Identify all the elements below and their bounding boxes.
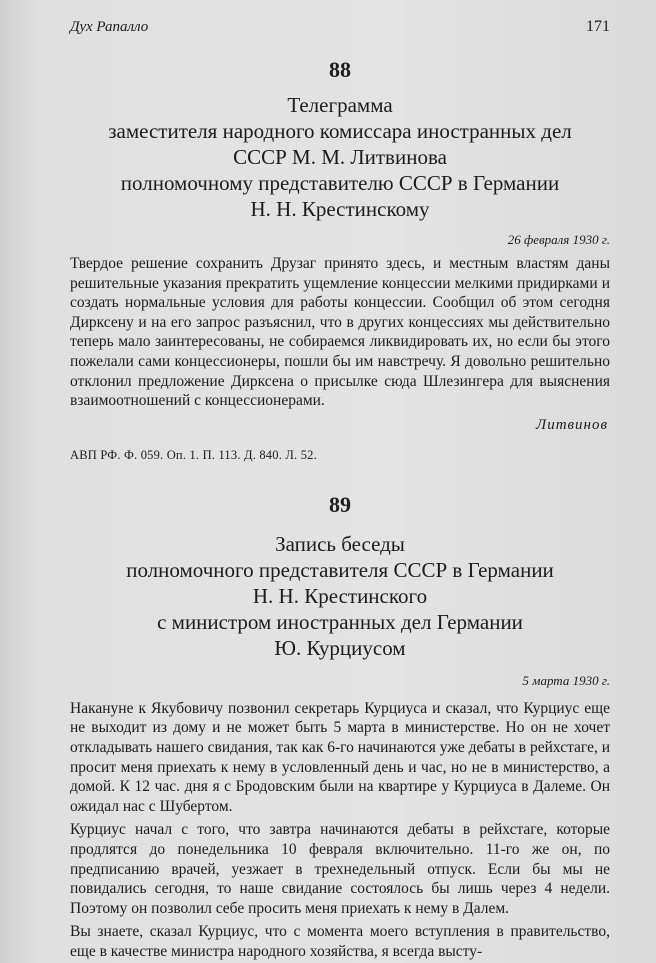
conversation-paragraph: Курциус начал с того, что завтра начинаются дебаты в рейхстаге, которые продлятся до понедельника 10 февраля включительно. 11-го же он, по предписанию врачей, уезжает в трехнедельный отпуск. Если бы мы не повидались сегодня, то наше свидание состоялось бы лишь через 4 недели. Поэтому он позволил себе просить меня приехать к нему в Далем.: [70, 821, 610, 917]
document-number-89: 89: [329, 491, 351, 517]
title-line: заместителя народного комиссара иностранных дел: [108, 119, 572, 143]
title-line: СССР М. М. Литвинова: [233, 145, 447, 169]
signature: Литвинов: [536, 416, 608, 433]
title-line: с министром иностранных дел Германии: [157, 609, 523, 634]
page-number: 171: [586, 18, 610, 35]
title-line: Телеграмма: [287, 93, 393, 117]
document-title-88: [70, 92, 610, 222]
running-title: Дух Рапалло: [70, 19, 149, 35]
archive-citation: АВП РФ. Ф. 059. Оп. 1. П. 113. Д. 840. Л. 52.: [70, 447, 317, 462]
telegram-body: Твердое решение сохранить Друзаг принято здесь, и местным властям даны решительные указания прекратить ущемление концессии мелкими придирками и создать нормальные условия для работы концессии. Сообщил об этом сегодня Дирксену и на его запрос разъяснил, что в других концессиях мы действительно теперь мало заинтересованы, не собираемся ликвидировать их, но если бы этого пожелали сами концессионеры, пошли бы им навстречу. Я довольно решительно отклонил предложение Дирксена о присылке сюда Шлезингера для выяснения взаимоотношений с концессионерами.: [70, 255, 610, 410]
title-line: полномочному представителю СССР в Германии: [120, 171, 560, 195]
title-line: Н. Н. Крестинского: [252, 583, 428, 608]
title-line: Запись беседы: [275, 531, 405, 556]
document-date-88: 26 февраля 1930 г.: [507, 232, 610, 247]
title-line: полномочного представителя СССР в Германии: [126, 557, 554, 582]
conversation-paragraph: Накануне к Якубовичу позвонил секретарь Курциуса и сказал, что Курциус еще не выходит из дому и не может быть 5 марта в министерстве. Но он не хочет откладывать нашего свидания, так как 6-го начинаются уже дебаты в рейхстаге, и просит меня приехать к нему в условленный день и час, но не в министерство, а домой. К 12 час. дня я с Бродовским были на квартире у Курциуса в Далеме. Он ожидал нас с Шубертом.: [70, 699, 610, 815]
document-date-89: 5 марта 1930 г.: [522, 672, 610, 688]
document-number-88: 88: [329, 57, 351, 82]
title-line: Н. Н. Крестинскому: [250, 197, 430, 221]
title-line: Ю. Курциусом: [274, 635, 406, 660]
conversation-paragraph: Вы знаете, сказал Курциус, что с момента моего вступления в правительство, еще в качестве министра народного хозяйства, я всегда высту-: [70, 923, 610, 960]
document-title-89: [70, 531, 610, 661]
running-head: [70, 18, 610, 40]
